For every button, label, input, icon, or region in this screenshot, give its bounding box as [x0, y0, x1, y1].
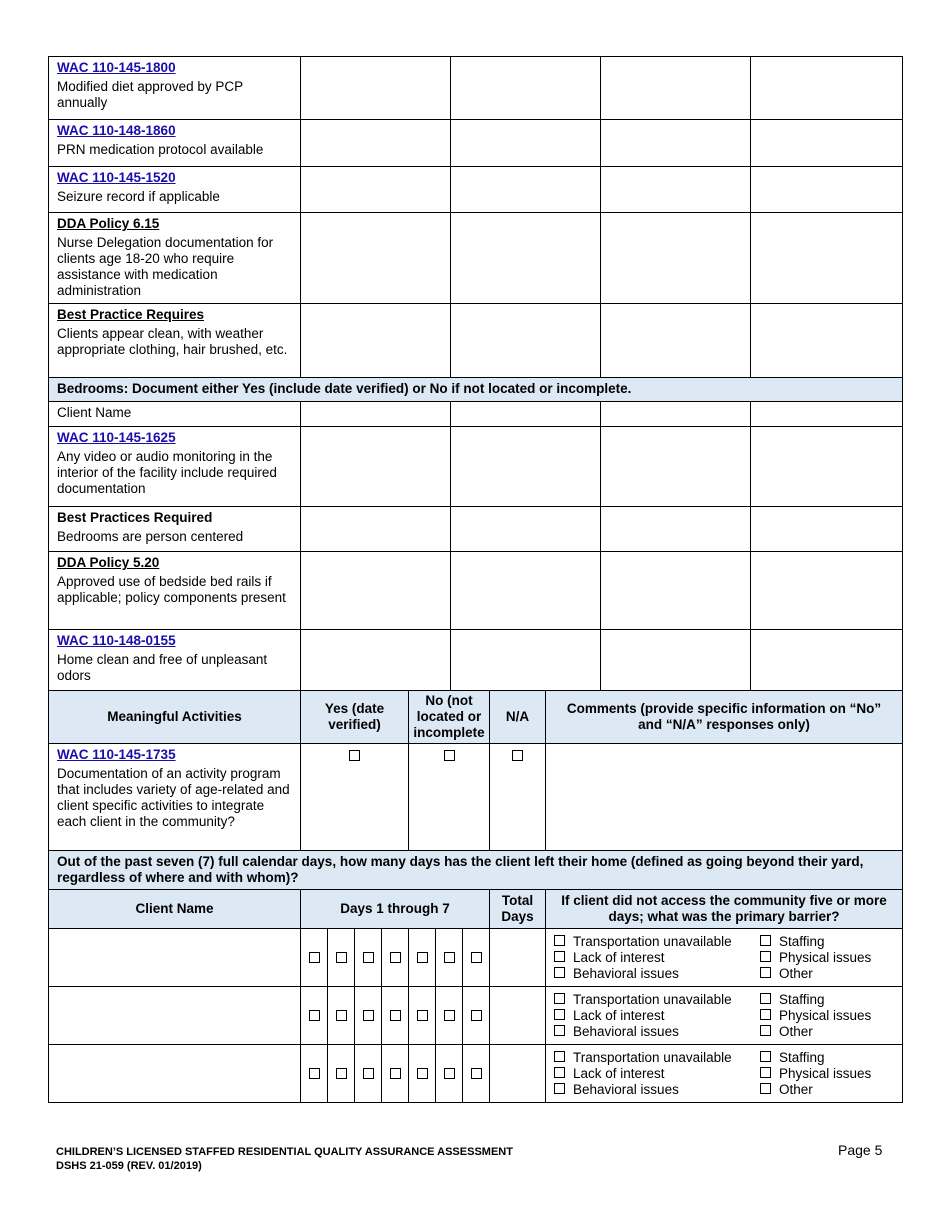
policy-heading: Best Practice Requires	[57, 307, 205, 322]
form-number: DSHS 21-059 (REV. 01/2019)	[56, 1160, 202, 1172]
day-4-checkbox[interactable]	[390, 952, 401, 963]
form-title: CHILDREN’S LICENSED STAFFED RESIDENTIAL QUALITY ASSURANCE ASSESSMENT	[56, 1146, 513, 1158]
policy-heading: Best Practices Required	[57, 510, 213, 525]
entry-cell[interactable]	[751, 213, 903, 304]
barrier-option: Transportation unavailable	[573, 933, 732, 949]
days-header-row	[49, 890, 903, 929]
yes-column-header: Yes (date verified)	[301, 691, 409, 744]
day-1-checkbox[interactable]	[309, 1010, 320, 1021]
lack-of-interest-checkbox[interactable]	[554, 1009, 565, 1020]
barrier-header: If client did not access the community five or more days; what was the primary barrier?	[546, 890, 903, 929]
client-name-field[interactable]	[49, 987, 301, 1045]
na-checkbox[interactable]	[512, 750, 523, 761]
requirement-text: Clients appear clean, with weather appropriate clothing, hair brushed, etc.	[57, 326, 288, 357]
day-7-checkbox[interactable]	[471, 1010, 482, 1021]
day-1-checkbox[interactable]	[309, 1068, 320, 1079]
barrier-option: Lack of interest	[573, 949, 665, 965]
barrier-option: Staffing	[779, 1049, 825, 1065]
entry-cell[interactable]	[751, 304, 903, 378]
bedrooms-section-header	[49, 378, 903, 402]
entry-cell[interactable]	[301, 427, 451, 507]
requirement-text: PRN medication protocol available	[57, 142, 264, 157]
entry-cell[interactable]	[751, 630, 903, 691]
barrier-option: Lack of interest	[573, 1007, 665, 1023]
client-name-row	[49, 402, 903, 427]
client-name-field[interactable]	[49, 1045, 301, 1103]
entry-cell[interactable]	[751, 427, 903, 507]
barrier-option: Lack of interest	[573, 1065, 665, 1081]
policy-heading: DDA Policy 6.15	[57, 216, 160, 231]
table-row	[49, 507, 903, 552]
barrier-option: Other	[779, 1023, 813, 1039]
behavioral-issues-checkbox[interactable]	[554, 967, 565, 978]
entry-cell[interactable]	[451, 57, 601, 120]
day-6-checkbox[interactable]	[444, 1010, 455, 1021]
day-4-checkbox[interactable]	[390, 1010, 401, 1021]
total-days-field[interactable]	[490, 1045, 546, 1103]
table-row	[49, 630, 903, 691]
day-5-checkbox[interactable]	[417, 1068, 428, 1079]
staffing-checkbox[interactable]	[760, 1051, 771, 1062]
entry-cell[interactable]	[451, 304, 601, 378]
yes-checkbox[interactable]	[349, 750, 360, 761]
entry-cell[interactable]	[301, 57, 451, 120]
client-name-label: Client Name	[49, 402, 301, 427]
requirement-text: Home clean and free of unpleasant odors	[57, 652, 268, 683]
entry-cell[interactable]	[451, 120, 601, 167]
activities-title: Meaningful Activities	[49, 691, 301, 744]
page-number: Page 5	[838, 1142, 883, 1158]
requirement-text: Nurse Delegation documentation for clients age 18-20 who require assistance with medication administration	[57, 235, 274, 298]
entry-cell[interactable]	[301, 120, 451, 167]
requirement-text: Approved use of bedside bed rails if applicable; policy components present	[57, 574, 286, 605]
activity-row	[49, 744, 903, 851]
activities-table	[48, 690, 903, 1103]
entry-cell[interactable]	[451, 507, 601, 552]
barrier-option: Other	[779, 965, 813, 981]
barrier-option: Staffing	[779, 933, 825, 949]
entry-cell[interactable]	[601, 213, 751, 304]
requirement-text: Modified diet approved by PCP annually	[57, 79, 243, 110]
requirement-text: Documentation of an activity program that includes variety of age-related and client specific activities to integrate each client in the community?	[57, 766, 290, 829]
barrier-option: Physical issues	[779, 1065, 872, 1081]
comments-column-header: Comments (provide specific information on “No” and “N/A” responses only)	[546, 691, 903, 744]
table-row	[49, 120, 903, 167]
transportation-checkbox[interactable]	[554, 1051, 565, 1062]
entry-cell[interactable]	[301, 507, 451, 552]
entry-cell[interactable]	[451, 213, 601, 304]
no-checkbox[interactable]	[444, 750, 455, 761]
entry-cell[interactable]	[601, 57, 751, 120]
staffing-checkbox[interactable]	[760, 993, 771, 1004]
other-checkbox[interactable]	[760, 1025, 771, 1036]
physical-issues-checkbox[interactable]	[760, 1009, 771, 1020]
barrier-option: Staffing	[779, 991, 825, 1007]
table-row	[49, 304, 903, 378]
wac-link[interactable]: WAC 110-145-1735	[57, 747, 176, 762]
table-row	[49, 213, 903, 304]
day-6-checkbox[interactable]	[444, 1068, 455, 1079]
table-row	[49, 552, 903, 630]
entry-cell[interactable]	[601, 552, 751, 630]
day-1-checkbox[interactable]	[309, 952, 320, 963]
day-3-checkbox[interactable]	[363, 1068, 374, 1079]
policy-heading: DDA Policy 5.20	[57, 555, 160, 570]
na-column-header: N/A	[490, 691, 546, 744]
page-footer	[56, 1145, 513, 1173]
client-name-field[interactable]	[49, 929, 301, 987]
day-3-checkbox[interactable]	[363, 1010, 374, 1021]
lack-of-interest-checkbox[interactable]	[554, 1067, 565, 1078]
barrier-option: Behavioral issues	[573, 1023, 679, 1039]
entry-cell[interactable]	[751, 57, 903, 120]
client-name-header: Client Name	[49, 890, 301, 929]
client-days-row	[49, 987, 903, 1045]
day-2-checkbox[interactable]	[336, 952, 347, 963]
day-2-checkbox[interactable]	[336, 1068, 347, 1079]
bedrooms-instruction: Bedrooms: Document either Yes (include date verified) or No if not located or incomplete.	[49, 378, 903, 402]
entry-cell[interactable]	[601, 167, 751, 213]
day-7-checkbox[interactable]	[471, 952, 482, 963]
requirement-text: Seizure record if applicable	[57, 189, 220, 204]
review-table	[48, 56, 903, 691]
wac-link[interactable]: WAC 110-148-0155	[57, 633, 176, 648]
lack-of-interest-checkbox[interactable]	[554, 951, 565, 962]
entry-cell[interactable]	[301, 213, 451, 304]
behavioral-issues-checkbox[interactable]	[554, 1025, 565, 1036]
behavioral-issues-checkbox[interactable]	[554, 1083, 565, 1094]
entry-cell[interactable]	[451, 630, 601, 691]
entry-cell[interactable]	[751, 552, 903, 630]
entry-cell[interactable]	[601, 507, 751, 552]
table-row	[49, 427, 903, 507]
requirement-text: Bedrooms are person centered	[57, 529, 244, 544]
staffing-checkbox[interactable]	[760, 935, 771, 946]
comments-field[interactable]	[546, 744, 903, 851]
entry-cell[interactable]	[301, 552, 451, 630]
entry-cell[interactable]	[301, 630, 451, 691]
client-name-field[interactable]	[451, 402, 601, 427]
entry-cell[interactable]	[451, 427, 601, 507]
wac-link[interactable]: WAC 110-145-1520	[57, 170, 176, 185]
other-checkbox[interactable]	[760, 1083, 771, 1094]
client-name-field[interactable]	[601, 402, 751, 427]
barrier-option: Behavioral issues	[573, 965, 679, 981]
entry-cell[interactable]	[751, 120, 903, 167]
physical-issues-checkbox[interactable]	[760, 951, 771, 962]
client-days-row	[49, 1045, 903, 1103]
entry-cell[interactable]	[301, 167, 451, 213]
day-2-checkbox[interactable]	[336, 1010, 347, 1021]
entry-cell[interactable]	[751, 167, 903, 213]
entry-cell[interactable]	[751, 507, 903, 552]
entry-cell[interactable]	[601, 427, 751, 507]
transportation-checkbox[interactable]	[554, 993, 565, 1004]
community-question-row	[49, 851, 903, 890]
requirement-text: Any video or audio monitoring in the interior of the facility include required documentation	[57, 449, 277, 496]
client-days-row	[49, 929, 903, 987]
day-3-checkbox[interactable]	[363, 952, 374, 963]
entry-cell[interactable]	[601, 304, 751, 378]
wac-link[interactable]: WAC 110-145-1800	[57, 60, 176, 75]
day-7-checkbox[interactable]	[471, 1068, 482, 1079]
day-6-checkbox[interactable]	[444, 952, 455, 963]
table-row	[49, 167, 903, 213]
other-checkbox[interactable]	[760, 967, 771, 978]
physical-issues-checkbox[interactable]	[760, 1067, 771, 1078]
client-name-field[interactable]	[301, 402, 451, 427]
total-days-header: Total Days	[490, 890, 546, 929]
no-column-header: No (not located or incomplete	[409, 691, 490, 744]
barrier-option: Transportation unavailable	[573, 1049, 732, 1065]
activities-header-row	[49, 691, 903, 744]
barrier-option: Physical issues	[779, 949, 872, 965]
entry-cell[interactable]	[601, 120, 751, 167]
barrier-option: Other	[779, 1081, 813, 1097]
day-5-checkbox[interactable]	[417, 1010, 428, 1021]
barrier-option: Behavioral issues	[573, 1081, 679, 1097]
entry-cell[interactable]	[451, 552, 601, 630]
barrier-option: Physical issues	[779, 1007, 872, 1023]
client-name-field[interactable]	[751, 402, 903, 427]
transportation-checkbox[interactable]	[554, 935, 565, 946]
entry-cell[interactable]	[301, 304, 451, 378]
total-days-field[interactable]	[490, 987, 546, 1045]
day-4-checkbox[interactable]	[390, 1068, 401, 1079]
wac-link[interactable]: WAC 110-148-1860	[57, 123, 176, 138]
days-header: Days 1 through 7	[301, 890, 490, 929]
day-5-checkbox[interactable]	[417, 952, 428, 963]
barrier-option: Transportation unavailable	[573, 991, 732, 1007]
entry-cell[interactable]	[451, 167, 601, 213]
table-row	[49, 57, 903, 120]
community-question: Out of the past seven (7) full calendar days, how many days has the client left their home (defined as going beyond their yard, regardless of where and with whom)?	[49, 851, 903, 890]
entry-cell[interactable]	[601, 630, 751, 691]
total-days-field[interactable]	[490, 929, 546, 987]
wac-link[interactable]: WAC 110-145-1625	[57, 430, 176, 445]
